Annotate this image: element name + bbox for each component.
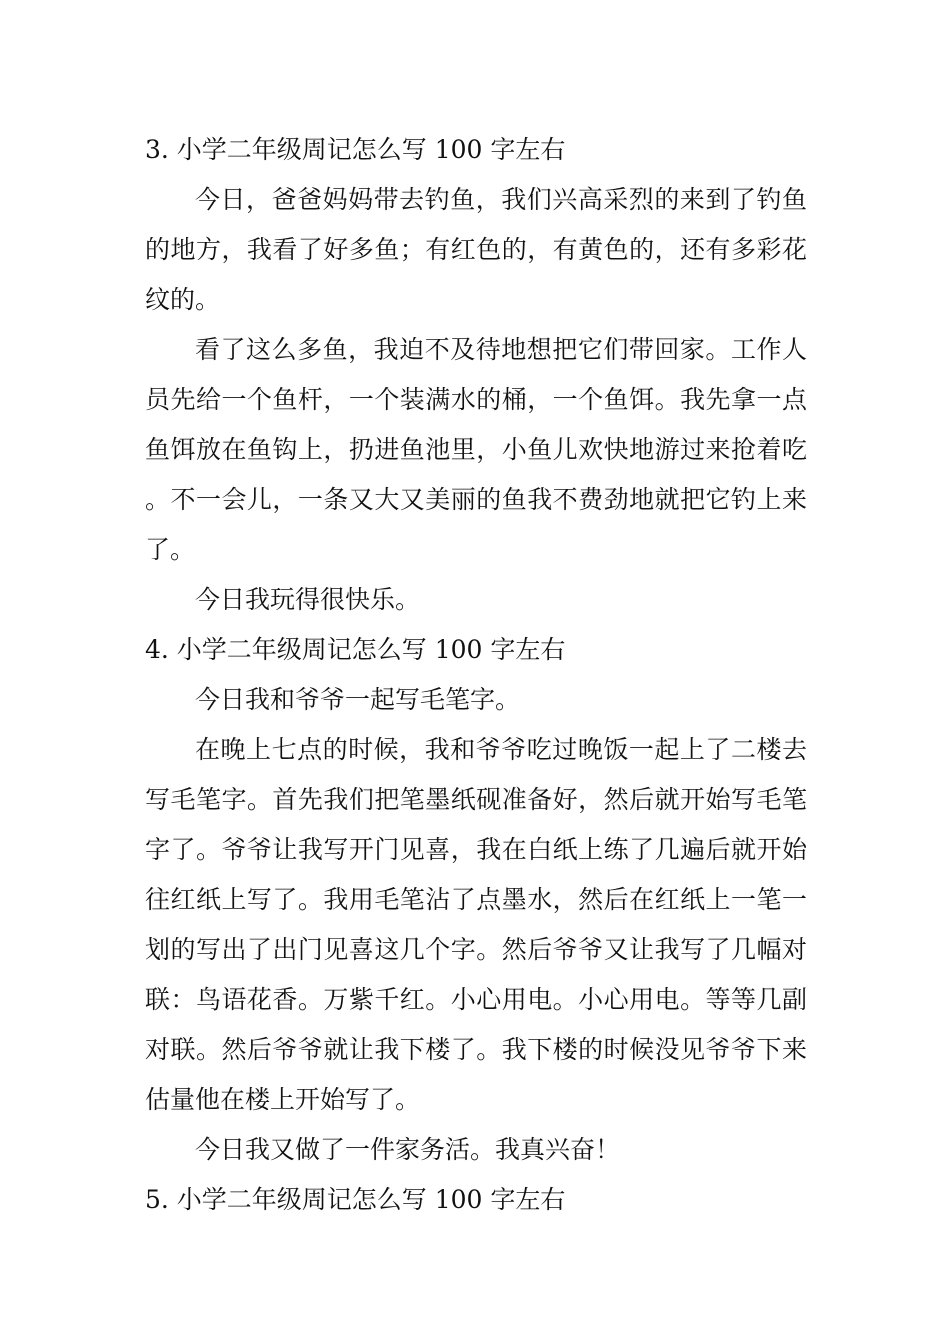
section-4 — [145, 625, 807, 1175]
paragraph: 今日我玩得很快乐。 — [195, 585, 421, 614]
paragraph: 看了这么多鱼，我迫不及待地想把它们带回家。工作人员先给一个鱼杆，一个装满水的桶，一个鱼饵。我先拿一点鱼饵放在鱼钩上，扔进鱼池里，小鱼儿欢快地游过来抢着吃。不一会儿，一条又大又美丽的鱼我不费劲地就把它钓上来了。 — [145, 335, 807, 564]
section-3 — [145, 125, 807, 625]
section-heading: 5. 小学二年级周记怎么写 100 字左右 — [145, 1185, 566, 1214]
section-heading: 4. 小学二年级周记怎么写 100 字左右 — [145, 635, 566, 664]
paragraph: 在晚上七点的时候，我和爷爷吃过晚饭一起上了二楼去写毛笔字。首先我们把笔墨纸砚准备好，然后就开始写毛笔字了。爷爷让我写开门见喜，我在白纸上练了几遍后就开始往红纸上写了。我用毛笔沾了点墨水，然后在红纸上一笔一划的写出了出门见喜这几个字。然后爷爷又让我写了几幅对联：鸟语花香。万紫千红。小心用电。小心用电。等等几副对联。然后爷爷就让我下楼了。我下楼的时候没见爷爷下来估量他在楼上开始写了。 — [145, 735, 807, 1114]
paragraph: 今日我又做了一件家务活。我真兴奋！ — [195, 1135, 621, 1164]
section-heading: 3. 小学二年级周记怎么写 100 字左右 — [145, 135, 566, 164]
document-body — [145, 125, 807, 1225]
section-5 — [145, 1175, 807, 1225]
paragraph: 今日，爸爸妈妈带去钓鱼，我们兴高采烈的来到了钓鱼的地方，我看了好多鱼；有红色的，有黄色的，还有多彩花纹的。 — [145, 185, 807, 314]
paragraph: 今日我和爷爷一起写毛笔字。 — [195, 685, 521, 714]
